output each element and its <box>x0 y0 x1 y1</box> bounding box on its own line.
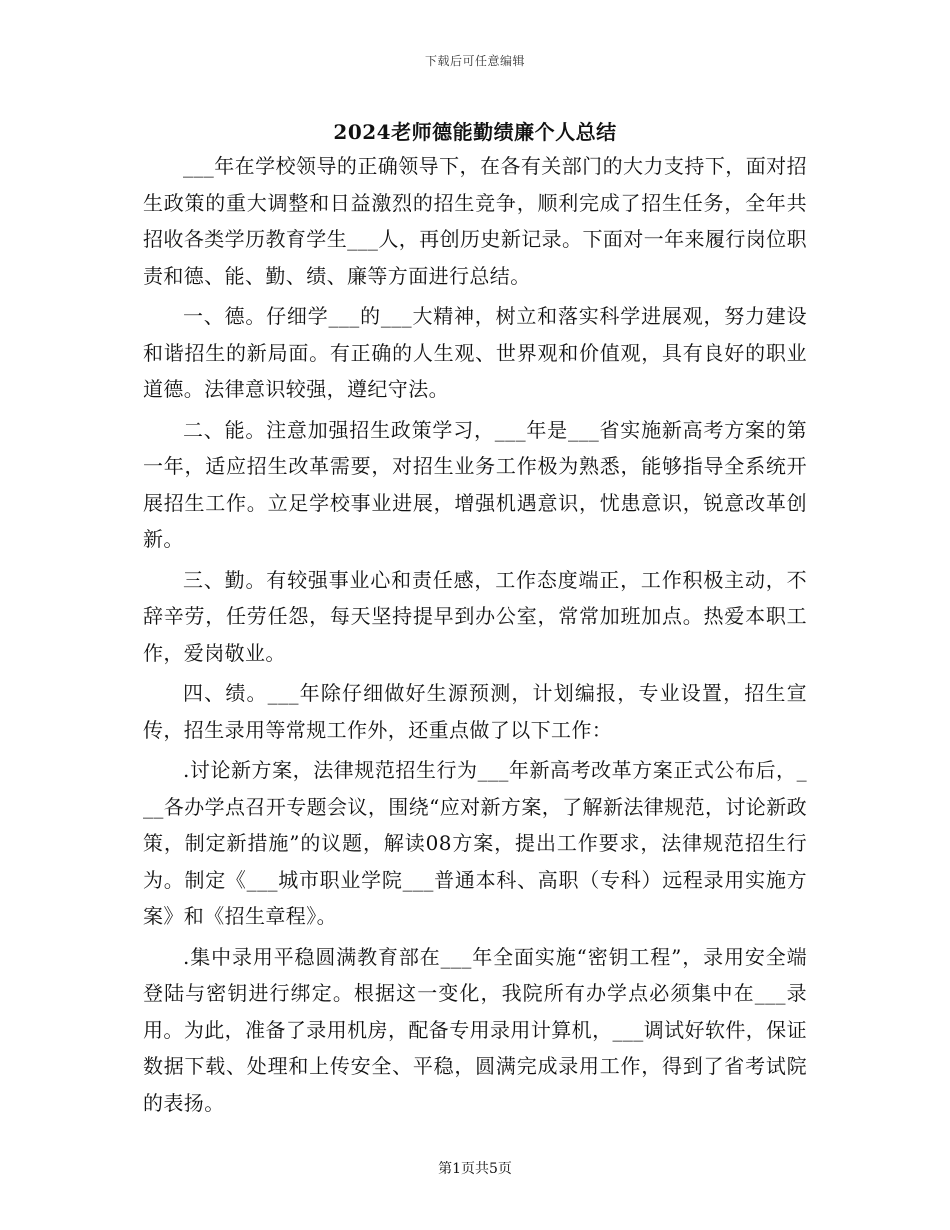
paragraph-de: 一、德。仔细学___的___大精神，树立和落实科学进展观，努力建设和谐招生的新局面。有正确的人生观、世界观和价值观，具有良好的职业道德。法律意识较强，遵纪守法。 <box>143 304 807 401</box>
paragraph-intro: ___年在学校领导的正确领导下，在各有关部门的大力支持下，面对招生政策的重大调整和日益激烈的招生竞争，顺利完成了招生任务，全年共招收各类学历教育学生___人，再创历史新记录。下面对一年来履行岗位职责和德、能、勤、绩、廉等方面进行总结。 <box>143 154 807 288</box>
document-title: 2024老师德能勤绩廉个人总结 <box>333 120 617 144</box>
paragraph-centralized-admission: .集中录用平稳圆满教育部在___年全面实施“密钥工程”，录用安全端登陆与密钥进行绑定。根据这一变化，我院所有办学点必须集中在___录用。为此，准备了录用机房，配备专用录用计算机，___调试好软件，保证数据下载、处理和上传安全、平稳，圆满完成录用工作，得到了省考试院的表扬。 <box>143 944 807 1115</box>
paragraph-ji: 四、绩。___年除仔细做好生源预测，计划编报，专业设置，招生宣传，招生录用等常规工作外，还重点做了以下工作： <box>143 681 807 742</box>
page-footer: 第1页共5页 <box>438 1161 512 1177</box>
paragraph-neng: 二、能。注意加强招生政策学习，___年是___省实施新高考方案的第一年，适应招生改革需要，对招生业务工作极为熟悉，能够指导全系统开展招生工作。立足学校事业进展，增强机遇意识，忧患意识，锐意改革创新。 <box>143 417 807 551</box>
paragraph-new-plan: .讨论新方案，法律规范招生行为___年新高考改革方案正式公布后，___各办学点召开专题会议，围绕“应对新方案，了解新法律规范，讨论新政策，制定新措施”的议题，解读08方案，提出工作要求，法律规范招生行为。制定《___城市职业学院___普通本科、高职（专科）远程录用实施方案》和《招生章程》。 <box>143 758 807 928</box>
paragraph-qin: 三、勤。有较强事业心和责任感，工作态度端正，工作积极主动，不辞辛劳，任劳任怨，每天坚持提早到办公室，常常加班加点。热爱本职工作，爱岗敬业。 <box>143 567 807 665</box>
document-body <box>143 148 807 1125</box>
header-note: 下载后可任意编辑 <box>424 54 525 68</box>
